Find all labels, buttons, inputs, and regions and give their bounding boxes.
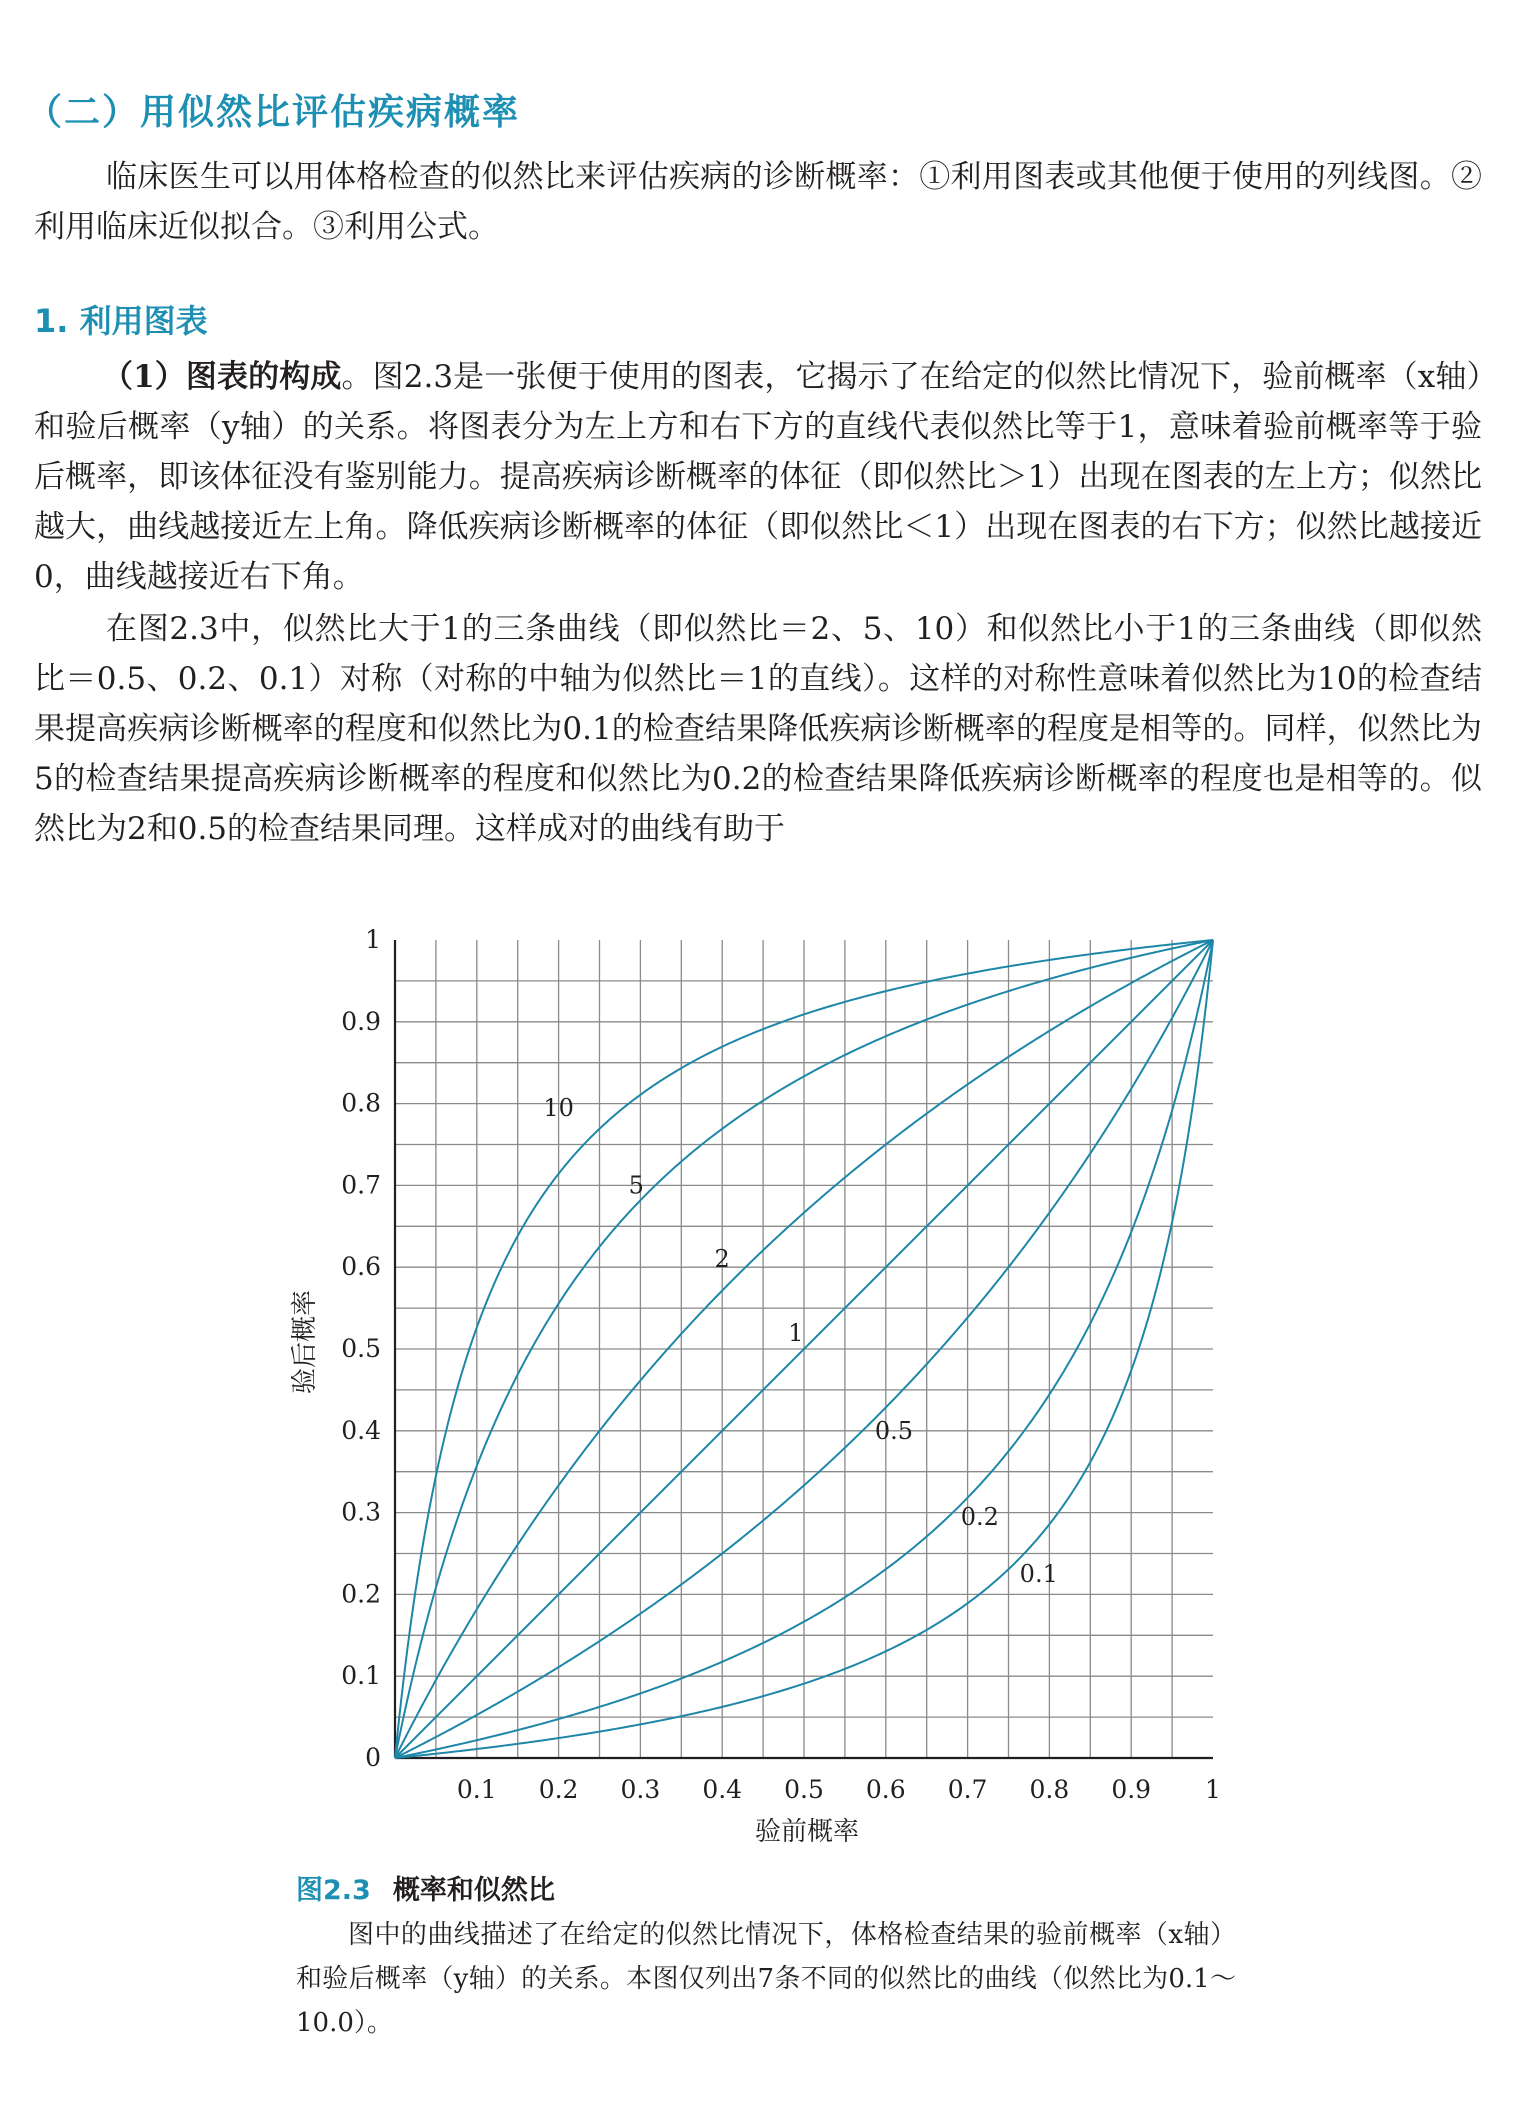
caption-number: 图2.3: [296, 1875, 371, 1906]
composition-text: 。图2.3是一张便于使用的图表，它揭示了在给定的似然比情况下，验前概率（x轴）和验后概率（y轴）的关系。将图表分为左上方和右下方的直线代表似然比等于1，意味着验前概率等于验后概率，即该体征没有鉴别能力。提高疾病诊断概率的体征（即似然比＞1）出现在图表的左上方；似然比越大，曲线越接近左上角。降低疾病诊断概率的体征（即似然比＜1）出现在图表的右下方；似然比越接近0，曲线越接近右下角。: [34, 359, 1483, 595]
x-tick-label: 0.6: [865, 1775, 906, 1804]
figure-caption: [296, 1868, 1236, 2045]
x-tick-label: 0.4: [702, 1775, 743, 1804]
y-tick-label: 0.5: [341, 1334, 381, 1363]
y-tick-label: 0.7: [341, 1170, 381, 1200]
y-tick-label: 0.3: [341, 1497, 381, 1527]
x-tick-label: 0.8: [1029, 1775, 1070, 1804]
symmetry-paragraph: 在图2.3中，似然比大于1的三条曲线（即似然比＝2、5、10）和似然比小于1的三条曲线（即似然比＝0.5、0.2、0.1）对称（对称的中轴为似然比＝1的直线）。这样的对称性意味着似然比为10的检查结果提高疾病诊断概率的程度和似然比为0.1的检查结果降低疾病诊断概率的程度是相等的。同样，似然比为5的检查结果提高疾病诊断概率的程度和似然比为0.2的检查结果降低疾病诊断概率的程度也是相等的。似然比为2和0.5的检查结果同理。这样成对的曲线有助于: [34, 611, 1482, 847]
curve-label: 10: [543, 1093, 574, 1122]
curve-label: 2: [714, 1245, 730, 1274]
x-tick-label: 0.7: [947, 1775, 988, 1804]
intro-paragraph: 临床医生可以用体格检查的似然比来评估疾病的诊断概率：①利用图表或其他便于使用的列线图。②利用临床近似拟合。③利用公式。: [34, 159, 1482, 245]
curve-label: 1: [788, 1318, 804, 1347]
y-tick-label: 0.8: [341, 1088, 381, 1118]
y-tick-label: 0.4: [341, 1415, 381, 1445]
x-axis-label: 验前概率: [754, 1817, 860, 1847]
likelihood-ratio-chart: [280, 918, 1240, 1858]
chart-curve-labels: [543, 1094, 1058, 1588]
y-tick-label: 0: [365, 1743, 381, 1772]
curve-label: 0.2: [960, 1502, 999, 1531]
y-tick-label: 0.2: [341, 1579, 381, 1609]
composition-lead: （1）图表的构成: [102, 359, 342, 395]
curve-label: 5: [628, 1171, 644, 1200]
section-heading: （二）用似然比评估疾病概率: [26, 92, 521, 133]
curve-label: 0.1: [1019, 1560, 1058, 1589]
y-axis-label: 验后概率: [290, 1289, 320, 1395]
x-tick-label: 0.2: [538, 1775, 579, 1804]
curve-label: 0.5: [874, 1416, 914, 1445]
composition-paragraph: [34, 352, 1482, 602]
x-tick-label: 0.9: [1111, 1775, 1152, 1804]
caption-heading: [296, 1868, 1236, 1907]
y-tick-label: 0.9: [341, 1006, 381, 1036]
y-tick-label: 0.1: [341, 1661, 381, 1691]
y-tick-label: 0.6: [341, 1252, 381, 1282]
caption-body: 图中的曲线描述了在给定的似然比情况下，体格检查结果的验前概率（x轴）和验后概率（y轴）的关系。本图仅列出7条不同的似然比的曲线（似然比为0.1～10.0）。: [296, 1920, 1236, 2038]
x-tick-label: 0.5: [784, 1775, 824, 1804]
x-tick-label: 1: [1205, 1775, 1221, 1804]
caption-title: 概率和似然比: [392, 1875, 555, 1906]
x-tick-label: 0.1: [456, 1775, 497, 1804]
y-tick-label: 1: [365, 925, 381, 954]
chart-tick-labels: [341, 925, 1221, 1804]
x-tick-label: 0.3: [620, 1775, 661, 1804]
subheading: 1. 利用图表: [34, 302, 208, 340]
